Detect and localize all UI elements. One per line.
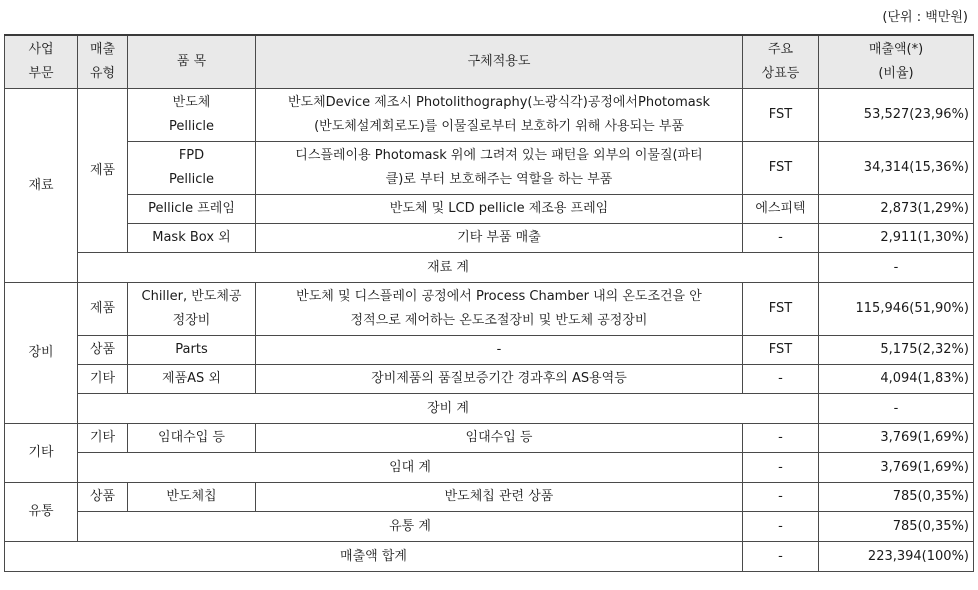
segment-cell: 유통: [5, 483, 78, 542]
brand-cell: -: [743, 483, 819, 512]
type-cell: 상품: [78, 336, 128, 365]
unit-label: (단위 : 백만원): [882, 10, 968, 25]
item-cell: 임대수입 등: [128, 424, 256, 453]
header-segment: 사업 부문: [5, 35, 78, 89]
usage-cell: 기타 부품 매출: [256, 224, 743, 253]
header-item: 품 목: [128, 35, 256, 89]
item-cell: 반도체 Pellicle: [128, 89, 256, 142]
header-row: [5, 35, 974, 89]
brand-cell: FST: [743, 336, 819, 365]
brand-cell: FST: [743, 89, 819, 142]
brand-cell: -: [819, 253, 974, 283]
brand-cell: -: [743, 453, 819, 483]
sales-cell: 5,175(2,32%): [819, 336, 974, 365]
total-row: [5, 542, 974, 572]
subtotal-label: 재료 계: [78, 253, 819, 283]
usage-cell: 반도체 및 LCD pellicle 제조용 프레임: [256, 195, 743, 224]
usage-cell: 반도체Device 제조시 Photolithography(노광식각)공정에서Photomask (반도체설계회로도)를 이물질로부터 보호하기 위해 사용되는 부품: [256, 89, 743, 142]
header-type: 매출 유형: [78, 35, 128, 89]
header-usage: 구체적용도: [256, 35, 743, 89]
subtotal-label: 임대 계: [78, 453, 743, 483]
brand-cell: -: [819, 394, 974, 424]
type-cell: 제품: [78, 283, 128, 336]
usage-cell: 장비제품의 품질보증기간 경과후의 AS용역등: [256, 365, 743, 394]
usage-cell: 임대수입 등: [256, 424, 743, 453]
table-row: [5, 89, 974, 142]
segment-cell: 기타: [5, 424, 78, 483]
usage-cell: 디스플레이용 Photomask 위에 그려져 있는 패턴을 외부의 이물질(파티 클)로 부터 보호해주는 역할을 하는 부품: [256, 142, 743, 195]
table-row: [5, 283, 974, 336]
item-cell: Mask Box 외: [128, 224, 256, 253]
table-row: [5, 483, 974, 512]
item-cell: 반도체칩: [128, 483, 256, 512]
table-row: [5, 195, 974, 224]
item-cell: Parts: [128, 336, 256, 365]
subtotal-row: [5, 512, 974, 542]
item-cell: FPD Pellicle: [128, 142, 256, 195]
sales-cell: 115,946(51,90%): [819, 283, 974, 336]
sales-cell: 34,314(15,36%): [819, 142, 974, 195]
brand-cell: -: [743, 365, 819, 394]
brand-cell: -: [743, 512, 819, 542]
subtotal-label: 유통 계: [78, 512, 743, 542]
subtotal-row: [5, 253, 974, 283]
segment-cell: 장비: [5, 283, 78, 424]
brand-cell: 에스피텍: [743, 195, 819, 224]
table-row: [5, 365, 974, 394]
segment-cell: 재료: [5, 89, 78, 283]
sales-cell: 2,873(1,29%): [819, 195, 974, 224]
usage-cell: 반도체칩 관련 상품: [256, 483, 743, 512]
subtotal-label: 장비 계: [78, 394, 819, 424]
type-cell: 기타: [78, 365, 128, 394]
sales-cell: 223,394(100%): [819, 542, 974, 572]
item-cell: Chiller, 반도체공 정장비: [128, 283, 256, 336]
total-label: 매출액 합계: [5, 542, 743, 572]
table-row: [5, 424, 974, 453]
item-cell: 제품AS 외: [128, 365, 256, 394]
sales-cell: 53,527(23,96%): [819, 89, 974, 142]
brand-cell: -: [743, 224, 819, 253]
usage-cell: -: [256, 336, 743, 365]
sales-cell: 4,094(1,83%): [819, 365, 974, 394]
sales-cell: 3,769(1,69%): [819, 424, 974, 453]
header-brand: 주요 상표등: [743, 35, 819, 89]
sales-cell: 785(0,35%): [819, 483, 974, 512]
sales-cell: 2,911(1,30%): [819, 224, 974, 253]
item-cell: Pellicle 프레임: [128, 195, 256, 224]
table-row: [5, 142, 974, 195]
type-cell: 상품: [78, 483, 128, 512]
subtotal-row: [5, 394, 974, 424]
table-row: [5, 224, 974, 253]
header-sales: 매출액(*) (비율): [819, 35, 974, 89]
type-cell: 기타: [78, 424, 128, 453]
brand-cell: -: [743, 424, 819, 453]
usage-cell: 반도체 및 디스플레이 공정에서 Process Chamber 내의 온도조건을 안 정적으로 제어하는 온도조절장비 및 반도체 공정장비: [256, 283, 743, 336]
type-cell: 제품: [78, 89, 128, 253]
table-row: [5, 336, 974, 365]
brand-cell: FST: [743, 142, 819, 195]
subtotal-row: [5, 453, 974, 483]
sales-cell: 3,769(1,69%): [819, 453, 974, 483]
sales-table: [4, 34, 974, 572]
brand-cell: FST: [743, 283, 819, 336]
brand-cell: -: [743, 542, 819, 572]
sales-cell: 785(0,35%): [819, 512, 974, 542]
